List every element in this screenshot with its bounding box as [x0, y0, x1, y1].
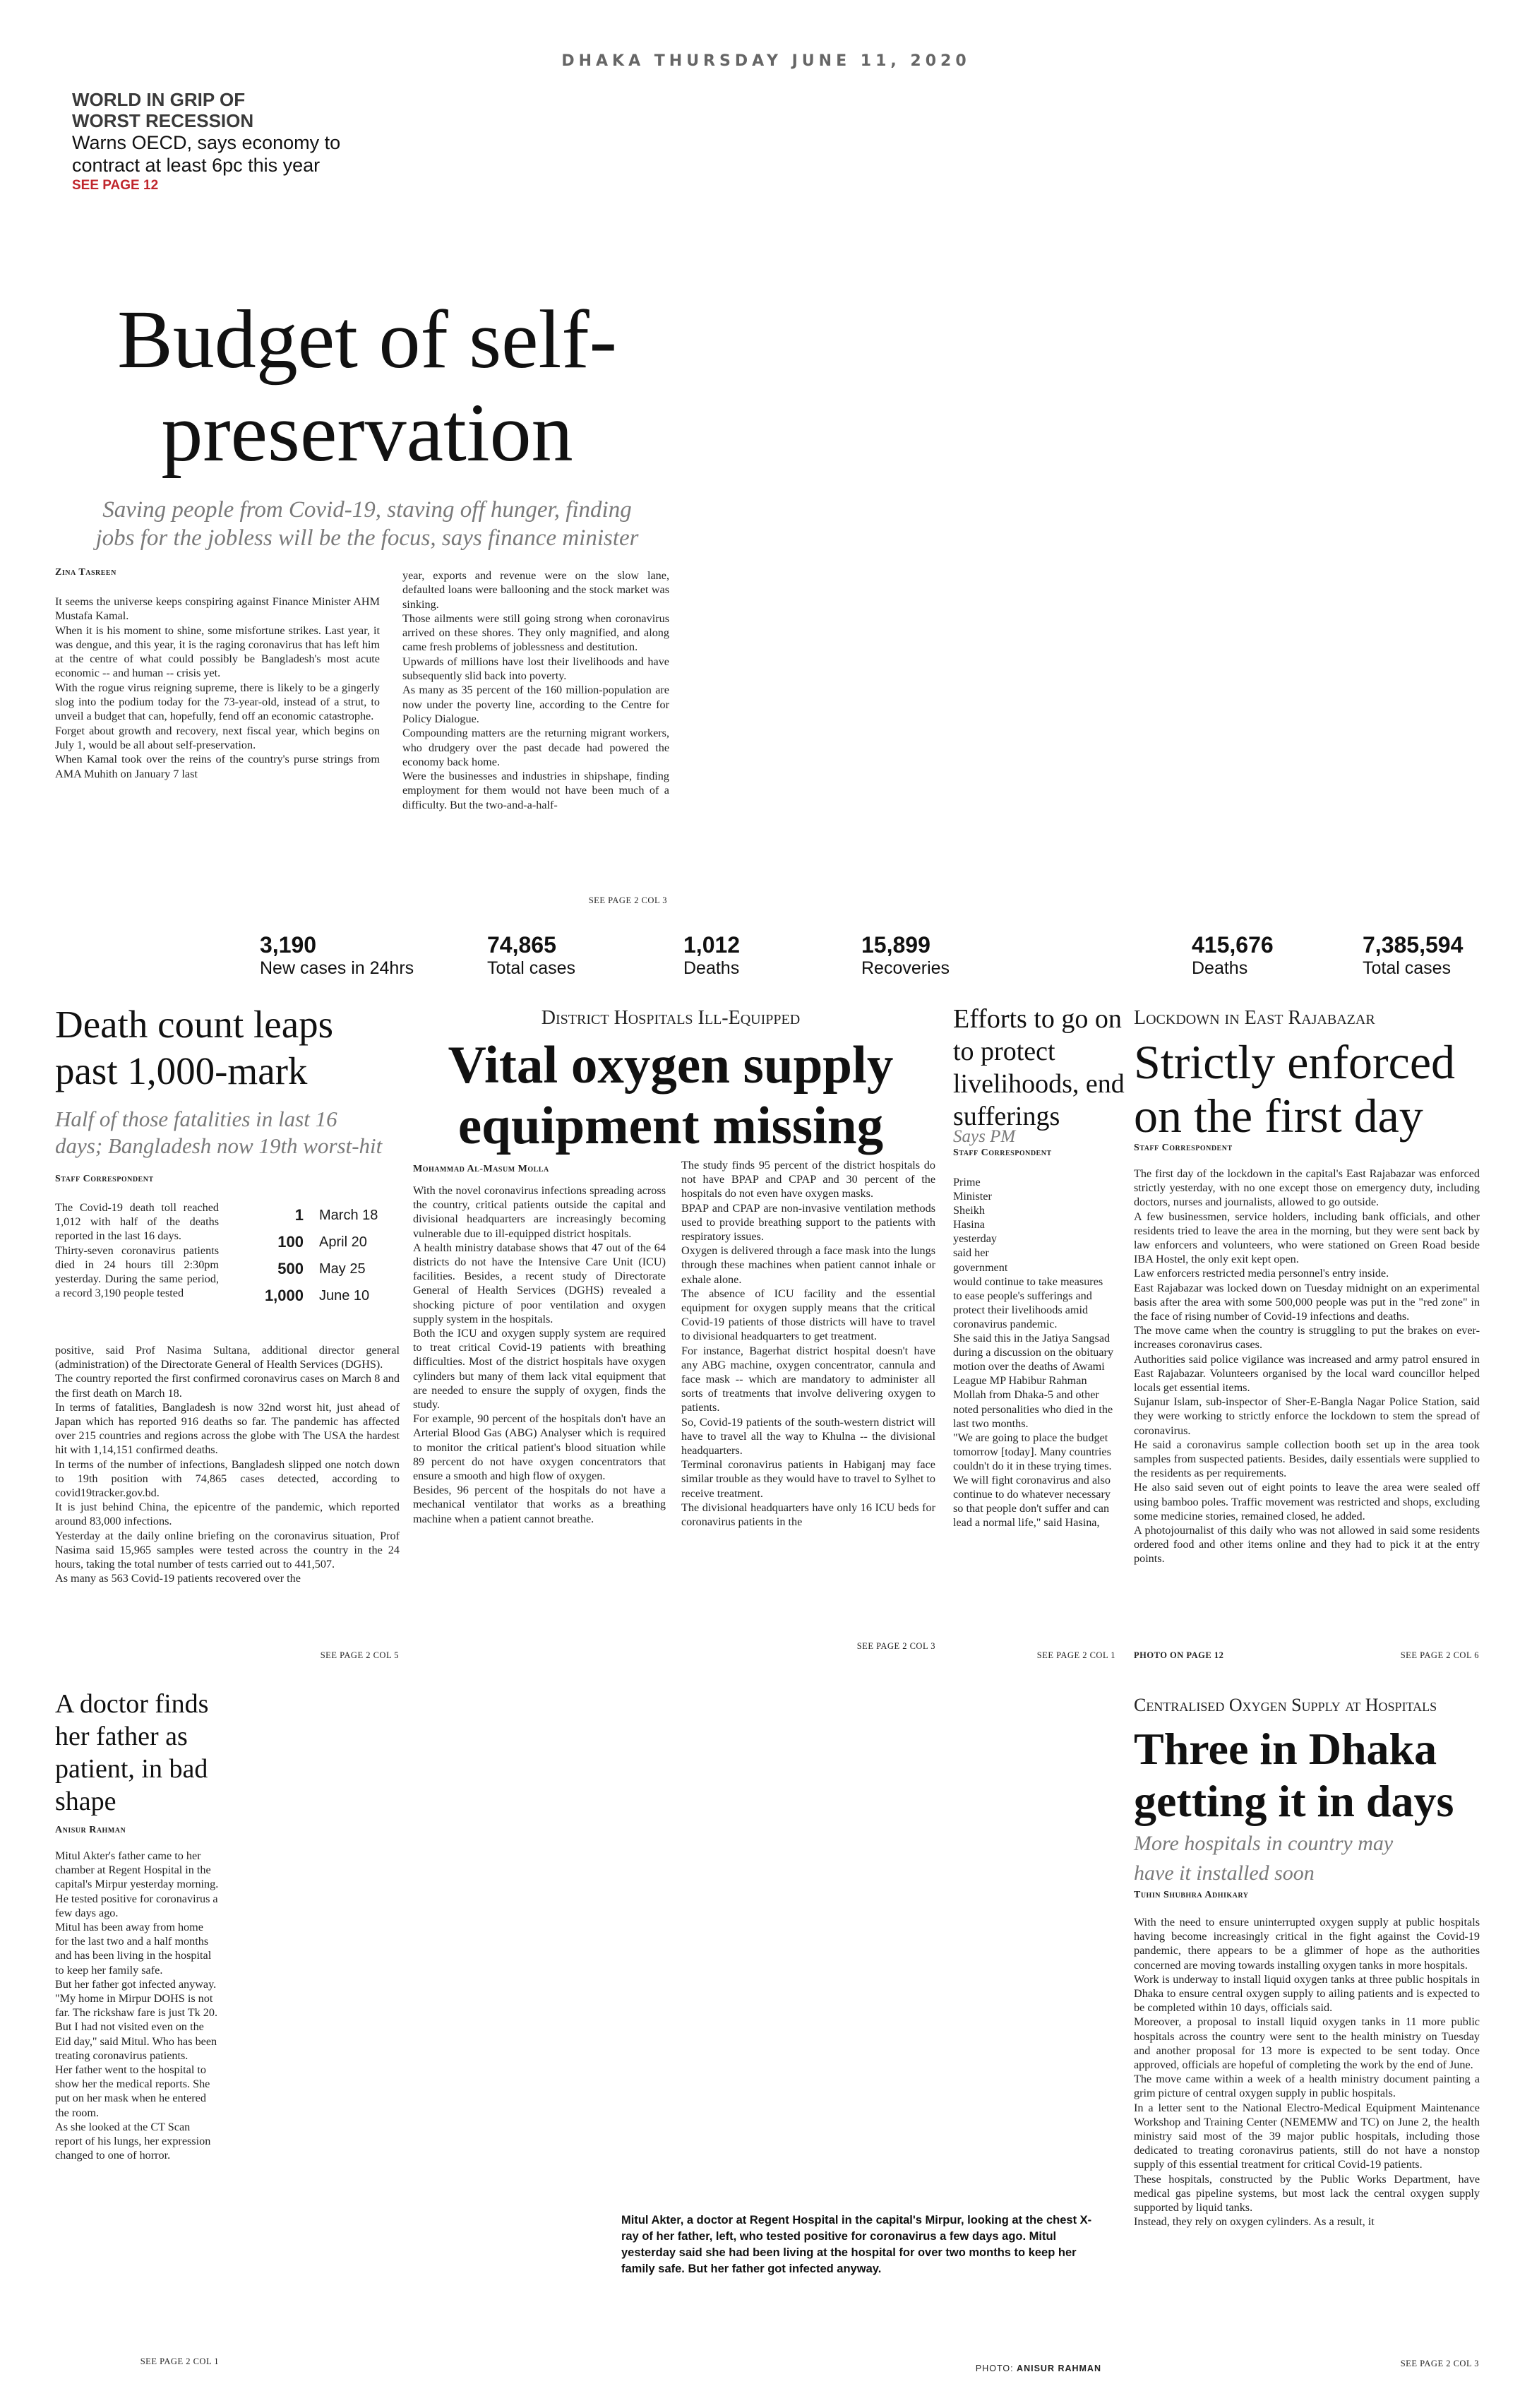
timeline-count: 500	[277, 1260, 304, 1277]
timeline-date: April 20	[319, 1234, 367, 1250]
lead-body-col1: It seems the universe keeps conspiring against Finance Minister AHM Mustafa Kamal. When it is his moment to shine, some misfortune strikes. Last year, it was dengue, and this year, it is the raging coronavirus that has left him at the centre of what could possibly be Bangladesh's most acute economic -- and human -- crisis yet. With the rogue virus reigning supreme, there is likely to be a gingerly slog into the podium today for the 73-year-old, instead of a strut, to unveil a budget that can, hopefully, fend off an economic catastrophe. Forget about growth and recovery, next fiscal year, which begins on July 1, would be all about self-preservation. When Kamal took over the reins of the country's purse strings from AMA Muhith on January 7 last	[55, 595, 380, 780]
death-body-narrow: The Covid-19 death toll reached 1,012 with half of the deaths reported in the last 16 days. Thirty-seven coronavirus patients died in 24 hours till 2:30pm yesterday. During the same period, a record 3,190 people tested	[55, 1201, 219, 1300]
oxygen-headline-line1: Vital oxygen supply	[448, 1036, 894, 1095]
stat-total-cases-value: 74,865	[487, 932, 556, 958]
stat-world-cases-label: Total cases	[1363, 958, 1452, 978]
stat-new-cases-label: New cases in 24hrs	[260, 958, 414, 978]
stat-deaths	[683, 932, 740, 979]
lockdown-jump[interactable]: SEE PAGE 2 COL 6	[1400, 1650, 1479, 1660]
oxygen-body-col2: The study finds 95 percent of the district hospitals do not have BPAP and CPAP and 30 percent of the hospitals do not even have oxygen masks. BPAP and CPAP are non-invasive ventilation methods used to provide breathing support to the patients with respiratory issues. Oxygen is delivered through a face mask into the lungs through these machines when patient cannot inhale or exhale alone. The absence of ICU facility and the essential equipment for oxygen supply means that the critical Covid-19 patients of those districts will have to travel to divisional headquarters to get treatment. For instance, Bagerhat district hospital doesn't have any ABG machine, oxygen concentrator, cannula and face mask -- which are mandatory to administer all sorts of treatments that involve delivering oxygen to patients. So, Covid-19 patients of the south-western district will have to travel all the way to Khulna -- the divisional headquarters. Terminal coronavirus patients in Habiganj may face similar trouble as they would have to travel to Sylhet to receive treatment. The divisional headquarters have only 16 ICU beds for coronavirus patients in the	[681, 1159, 935, 1529]
photo-credit-name: ANISUR RAHMAN	[1017, 2364, 1101, 2373]
teaser-text: Warns OECD, says economy to contract at least 6pc this year	[72, 132, 341, 176]
dhaka-headline-line1: Three in Dhaka	[1134, 1724, 1437, 1774]
oxygen-byline: Mohammad Al-Masum Molla	[413, 1164, 549, 1174]
stat-new-cases	[260, 932, 414, 979]
doctor-body: Mitul Akter's father came to her chamber at Regent Hospital in the capital's Mirpur yesterday morning. He tested positive for coronavirus a few days ago. Mitul has been away from home for the last two and a half months and has been living in the hospital to keep her family safe. But her father got infected anyway. "My home in Mirpur DOHS is not far. The rickshaw fare is just Tk 20. But I had not visited even on the Eid day," said Mitul. Who has been treating coronavirus patients. Her father went to the hospital to show her the medical reports. She put on her mask when he entered the room. As she looked at the CT Scan report of his lungs, her expression changed to one of horror.	[55, 1849, 219, 2162]
dhaka-byline: Tuhin Shubhra Adhikary	[1134, 1890, 1249, 1900]
stat-world-deaths-label: Deaths	[1192, 958, 1248, 978]
efforts-deck: Says PM	[953, 1127, 1016, 1146]
timeline-row	[233, 1282, 395, 1309]
stat-world-cases	[1363, 932, 1463, 979]
dhaka-headline	[1134, 1723, 1515, 1828]
dhaka-jump[interactable]: SEE PAGE 2 COL 3	[1400, 2359, 1479, 2368]
stat-world-deaths	[1192, 932, 1274, 979]
timeline-row	[233, 1202, 395, 1229]
oxygen-headline-line2: equipment missing	[457, 1097, 884, 1155]
lead-body-col2: year, exports and revenue were on the slow lane, defaulted loans were ballooning and the stock market was sinking. Those ailments were still going strong when coronavirus arrived on these shores. They only magnified, and along came fresh problems of joblessness and destitution. Upwards of millions have lost their livelihoods and have subsequently slid back into poverty. As many as 35 percent of the 160 million-population are now under the poverty line, according to the Centre for Policy Dialogue. Compounding matters are the returning migrant workers, who drudgery over the past decade had powered the economy back home. Were the businesses and industries in shipshape, finding employment for them would not have been much of a difficulty. But the two-and-a-half-	[402, 569, 669, 811]
stat-world-deaths-value: 415,676	[1192, 932, 1274, 958]
timeline-count: 100	[277, 1233, 304, 1251]
dhaka-deck	[1134, 1829, 1515, 1888]
lockdown-body: The first day of the lockdown in the capital's East Rajabazar was enforced strictly yesterday, with no one except those on emergency duty, including doctors, nurses and journalists, allowed to go outside. A few businessmen, service holders, including bank officials, and other residents tried to leave the area in the morning, but they were sent back by law enforcers and volunteers, who were stationed on Green Road beside IBA Hostel, the only exit kept open. Law enforcers restricted media personnel's entry inside. East Rajabazar was locked down on Tuesday midnight on an experimental basis after the area with some 500,000 people was put in the "red zone" in the face of rising number of Covid-19 infections and deaths. The move came when the country is struggling to put the brakes on ever-increases coronavirus cases. Authorities said police vigilance was increased and army patrol ensured in East Rajabazar. Volunteers organised by the local ward councillor helped locals get essential items. Sujanur Islam, sub-inspector of Sher-E-Bangla Nagar Police Station, said they were working to strictly enforce the lockdown to stem the spread of coronavirus. He said a coronavirus sample collection booth set up in the area took samples from suspected patients. Besides, daily essentials were supplied to the residents as per requirements. He also said seven out of eight points to leave the area were sealed off using bamboo poles. Traffic movement was restricted and shops, excluding some medicine stories, remained closed, he added. A photojournalist of this daily who was not allowed in said some residents ordered food and other items online and they had to pick it at the entry points.	[1134, 1167, 1480, 1566]
timeline-date: March 18	[319, 1207, 378, 1223]
lockdown-headline	[1134, 1035, 1515, 1143]
efforts-headline: Efforts to go on to protect livelihoods, end sufferings	[953, 1004, 1125, 1131]
stat-recoveries-value: 15,899	[861, 932, 930, 958]
lead-deck-line1: Saving people from Covid-19, staving off hunger, finding	[102, 497, 632, 523]
oxygen-kicker: District Hospitals Ill-Equipped	[541, 1007, 801, 1029]
death-deck-line2: days; Bangladesh now 19th worst-hit	[55, 1133, 383, 1158]
lead-headline-line1: Budget of self-	[117, 293, 617, 386]
dateline: DHAKA THURSDAY JUNE 11, 2020	[561, 52, 971, 70]
death-headline-line1: Death count leaps	[55, 1003, 334, 1046]
dhaka-body: With the need to ensure uninterrupted oxygen supply at public hospitals having become increasingly critical in the fight against the Covid-19 pandemic, there appears to be a glimmer of hope as the authorities concerned are moving towards installing oxygen tanks in more hospitals. Work is underway to install liquid oxygen tanks at three public hospitals in Dhaka to ensure central oxygen supply to ailing patients and is expected to be completed within 10 days, officials said. Moreover, a proposal to install liquid oxygen tanks in 11 more public hospitals across the country were sent to the health ministry on Tuesday and another proposal for 13 more is expected to be sent today. Once approved, officials are hopeful of completing the work by the end of June. The move came within a week of a health ministry document painting a grim picture of central oxygen supply in public hospitals. In a letter sent to the National Electro-Medical Equipment Maintenance Workshop and Training Center (NEMEMW and TC) on June 2, the health ministry said most of the 39 major public hospitals, including those dedicated to treating coronavirus patients, still do not have a nonstop supply of this essential treatment for critical Covid-19 patients. These hospitals, constructed by the Public Works Department, have medical gas pipeline systems, but most lack the central oxygen supply supported by liquid tanks. Instead, they rely on oxygen cylinders. As a result, it	[1134, 1916, 1480, 2229]
lockdown-headline-line2: on the first day	[1134, 1089, 1423, 1143]
stat-world-cases-value: 7,385,594	[1363, 932, 1464, 958]
lockdown-kicker: Lockdown in East Rajabazar	[1134, 1007, 1375, 1029]
lead-byline: Zina Tasreen	[55, 567, 116, 578]
oxygen-jump[interactable]: SEE PAGE 2 COL 3	[856, 1641, 935, 1651]
teaser-kicker: WORLD IN GRIP OF WORST RECESSION	[72, 89, 254, 131]
stat-recoveries	[861, 932, 950, 979]
teaser-page-ref[interactable]: SEE PAGE 12	[72, 178, 159, 193]
doctor-jump[interactable]: SEE PAGE 2 COL 1	[140, 2356, 219, 2366]
stat-total-cases	[487, 932, 575, 979]
stat-deaths-value: 1,012	[683, 932, 741, 958]
death-jump[interactable]: SEE PAGE 2 COL 5	[320, 1650, 399, 1660]
lead-jump[interactable]: SEE PAGE 2 COL 3	[588, 895, 667, 905]
timeline-date: June 10	[319, 1287, 370, 1304]
lockdown-photo-ref[interactable]: PHOTO ON PAGE 12	[1134, 1650, 1224, 1660]
timeline-count: 1	[294, 1206, 304, 1224]
death-headline	[55, 1001, 408, 1095]
death-timeline	[233, 1202, 395, 1309]
efforts-byline: Staff Correspondent	[953, 1148, 1052, 1158]
lead-deck	[42, 496, 692, 552]
timeline-row	[233, 1256, 395, 1282]
stats-bar	[0, 932, 1532, 996]
stat-recoveries-label: Recoveries	[861, 958, 950, 978]
dhaka-deck-line1: More hospitals in country may	[1134, 1832, 1394, 1855]
photo-caption: Mitul Akter, a doctor at Regent Hospital in the capital's Mirpur, looking at the chest X-ray of her father, left, who tested positive for coronavirus a few days ago. Mitul yesterday said she had been living at the hospital for over two months to keep her family safe. But her father got infected anyway.	[621, 2214, 1092, 2275]
lead-headline	[42, 293, 692, 479]
death-body-wide: positive, said Prof Nasima Sultana, additional director general (administration) of the Directorate General of Health Services (DGHS). The country reported the first confirmed coronavirus cases on March 8 and the first death on March 18. In terms of fatalities, Bangladesh is now 32nd worst hit, just ahead of Japan which has reported 916 deaths so far. The pandemic has affected over 215 countries and regions across the globe with The USA the hardest hit with 1,14,151 confirmed deaths. In terms of the number of infections, Bangladesh slipped one notch down to 19th position with 74,865 cases detected, according to covid19tracker.gov.bd. It is just behind China, the epicentre of the pandemic, which reported around 83,000 infections. Yesterday at the daily online briefing on the coronavirus situation, Prof Nasima said 15,965 samples were tested across the country in the 24 hours, taking the total number of tests carried out to 441,507. As many as 563 Covid-19 patients recovered over the	[55, 1344, 400, 1585]
lead-headline-line2: preservation	[161, 386, 573, 479]
efforts-body: Prime Minister Sheikh Hasina yesterday said her government would continue to take measures to ease people's sufferings and protect their livelihoods amid coronavirus pandemic. She said this in the Jatiya Sangsad during a discussion on the obituary motion over the deaths of Awami League MP Habibur Rahman Mollah from Dhaka-5 and other noted personalities who died in the last two months. "We are going to place the budget tomorrow [today]. Many countries couldn't do it in these trying times. We will fight coronavirus and also continue to do whatever necessary so that people don't suffer and can lead a normal life," said Hasina,	[953, 1176, 1114, 1530]
photo-credit-label: PHOTO:	[975, 2364, 1014, 2373]
death-deck-line1: Half of those fatalities in last 16	[55, 1107, 337, 1131]
timeline-date: May 25	[319, 1260, 366, 1277]
stat-total-cases-label: Total cases	[487, 958, 576, 978]
dhaka-deck-line2: have it installed soon	[1134, 1861, 1315, 1885]
oxygen-headline	[413, 1035, 928, 1157]
stat-new-cases-value: 3,190	[260, 932, 317, 958]
lockdown-byline: Staff Correspondent	[1134, 1143, 1233, 1153]
timeline-row	[233, 1229, 395, 1256]
recession-teaser[interactable]	[72, 89, 354, 193]
timeline-count: 1,000	[264, 1287, 304, 1304]
dhaka-kicker: Centralised Oxygen Supply at Hospitals	[1134, 1695, 1437, 1715]
doctor-byline: Anisur Rahman	[55, 1825, 126, 1835]
dhaka-headline-line2: getting it in days	[1134, 1776, 1454, 1826]
death-byline: Staff Correspondent	[55, 1174, 154, 1184]
photo-credit	[967, 2364, 1101, 2373]
lockdown-headline-line1: Strictly enforced	[1134, 1035, 1456, 1089]
death-deck	[55, 1106, 408, 1160]
lead-deck-line2: jobs for the jobless will be the focus, says finance minister	[95, 525, 639, 551]
doctor-headline: A doctor finds her father as patient, in bad shape	[55, 1689, 209, 1816]
stat-deaths-label: Deaths	[683, 958, 740, 978]
death-headline-line2: past 1,000-mark	[55, 1049, 308, 1092]
oxygen-body-col1: With the novel coronavirus infections spreading across the country, critical patients outside the capital and divisional headquarters are increasingly becoming vulnerable due to ill-equipped district hospitals. A health ministry database shows that 47 out of the 64 districts do not have the Intensive Care Unit (ICU) facilities. Besides, a recent study of Directorate General of Health Services (DGHS) revealed a shocking picture of poor ventilation and oxygen supply system in the hospitals. Both the ICU and oxygen supply system are required to treat critical Covid-19 patients with breathing difficulties. Most of the district hospitals have oxygen cylinders but many of them lack vital equipment that are needed to ensure the supply of oxygen, finds the study. For example, 90 percent of the hospitals don't have an Arterial Blood Gas (ABG) Analyser which is required to monitor the critical patient's blood situation while 89 percent do not have oxygen concentrators that ensure a smooth and high flow of oxygen. Besides, 96 percent of the hospitals do not have a mechanical ventilator that works as a breathing machine when a patient cannot breathe.	[413, 1184, 666, 1525]
efforts-jump[interactable]: SEE PAGE 2 COL 1	[1036, 1650, 1115, 1660]
